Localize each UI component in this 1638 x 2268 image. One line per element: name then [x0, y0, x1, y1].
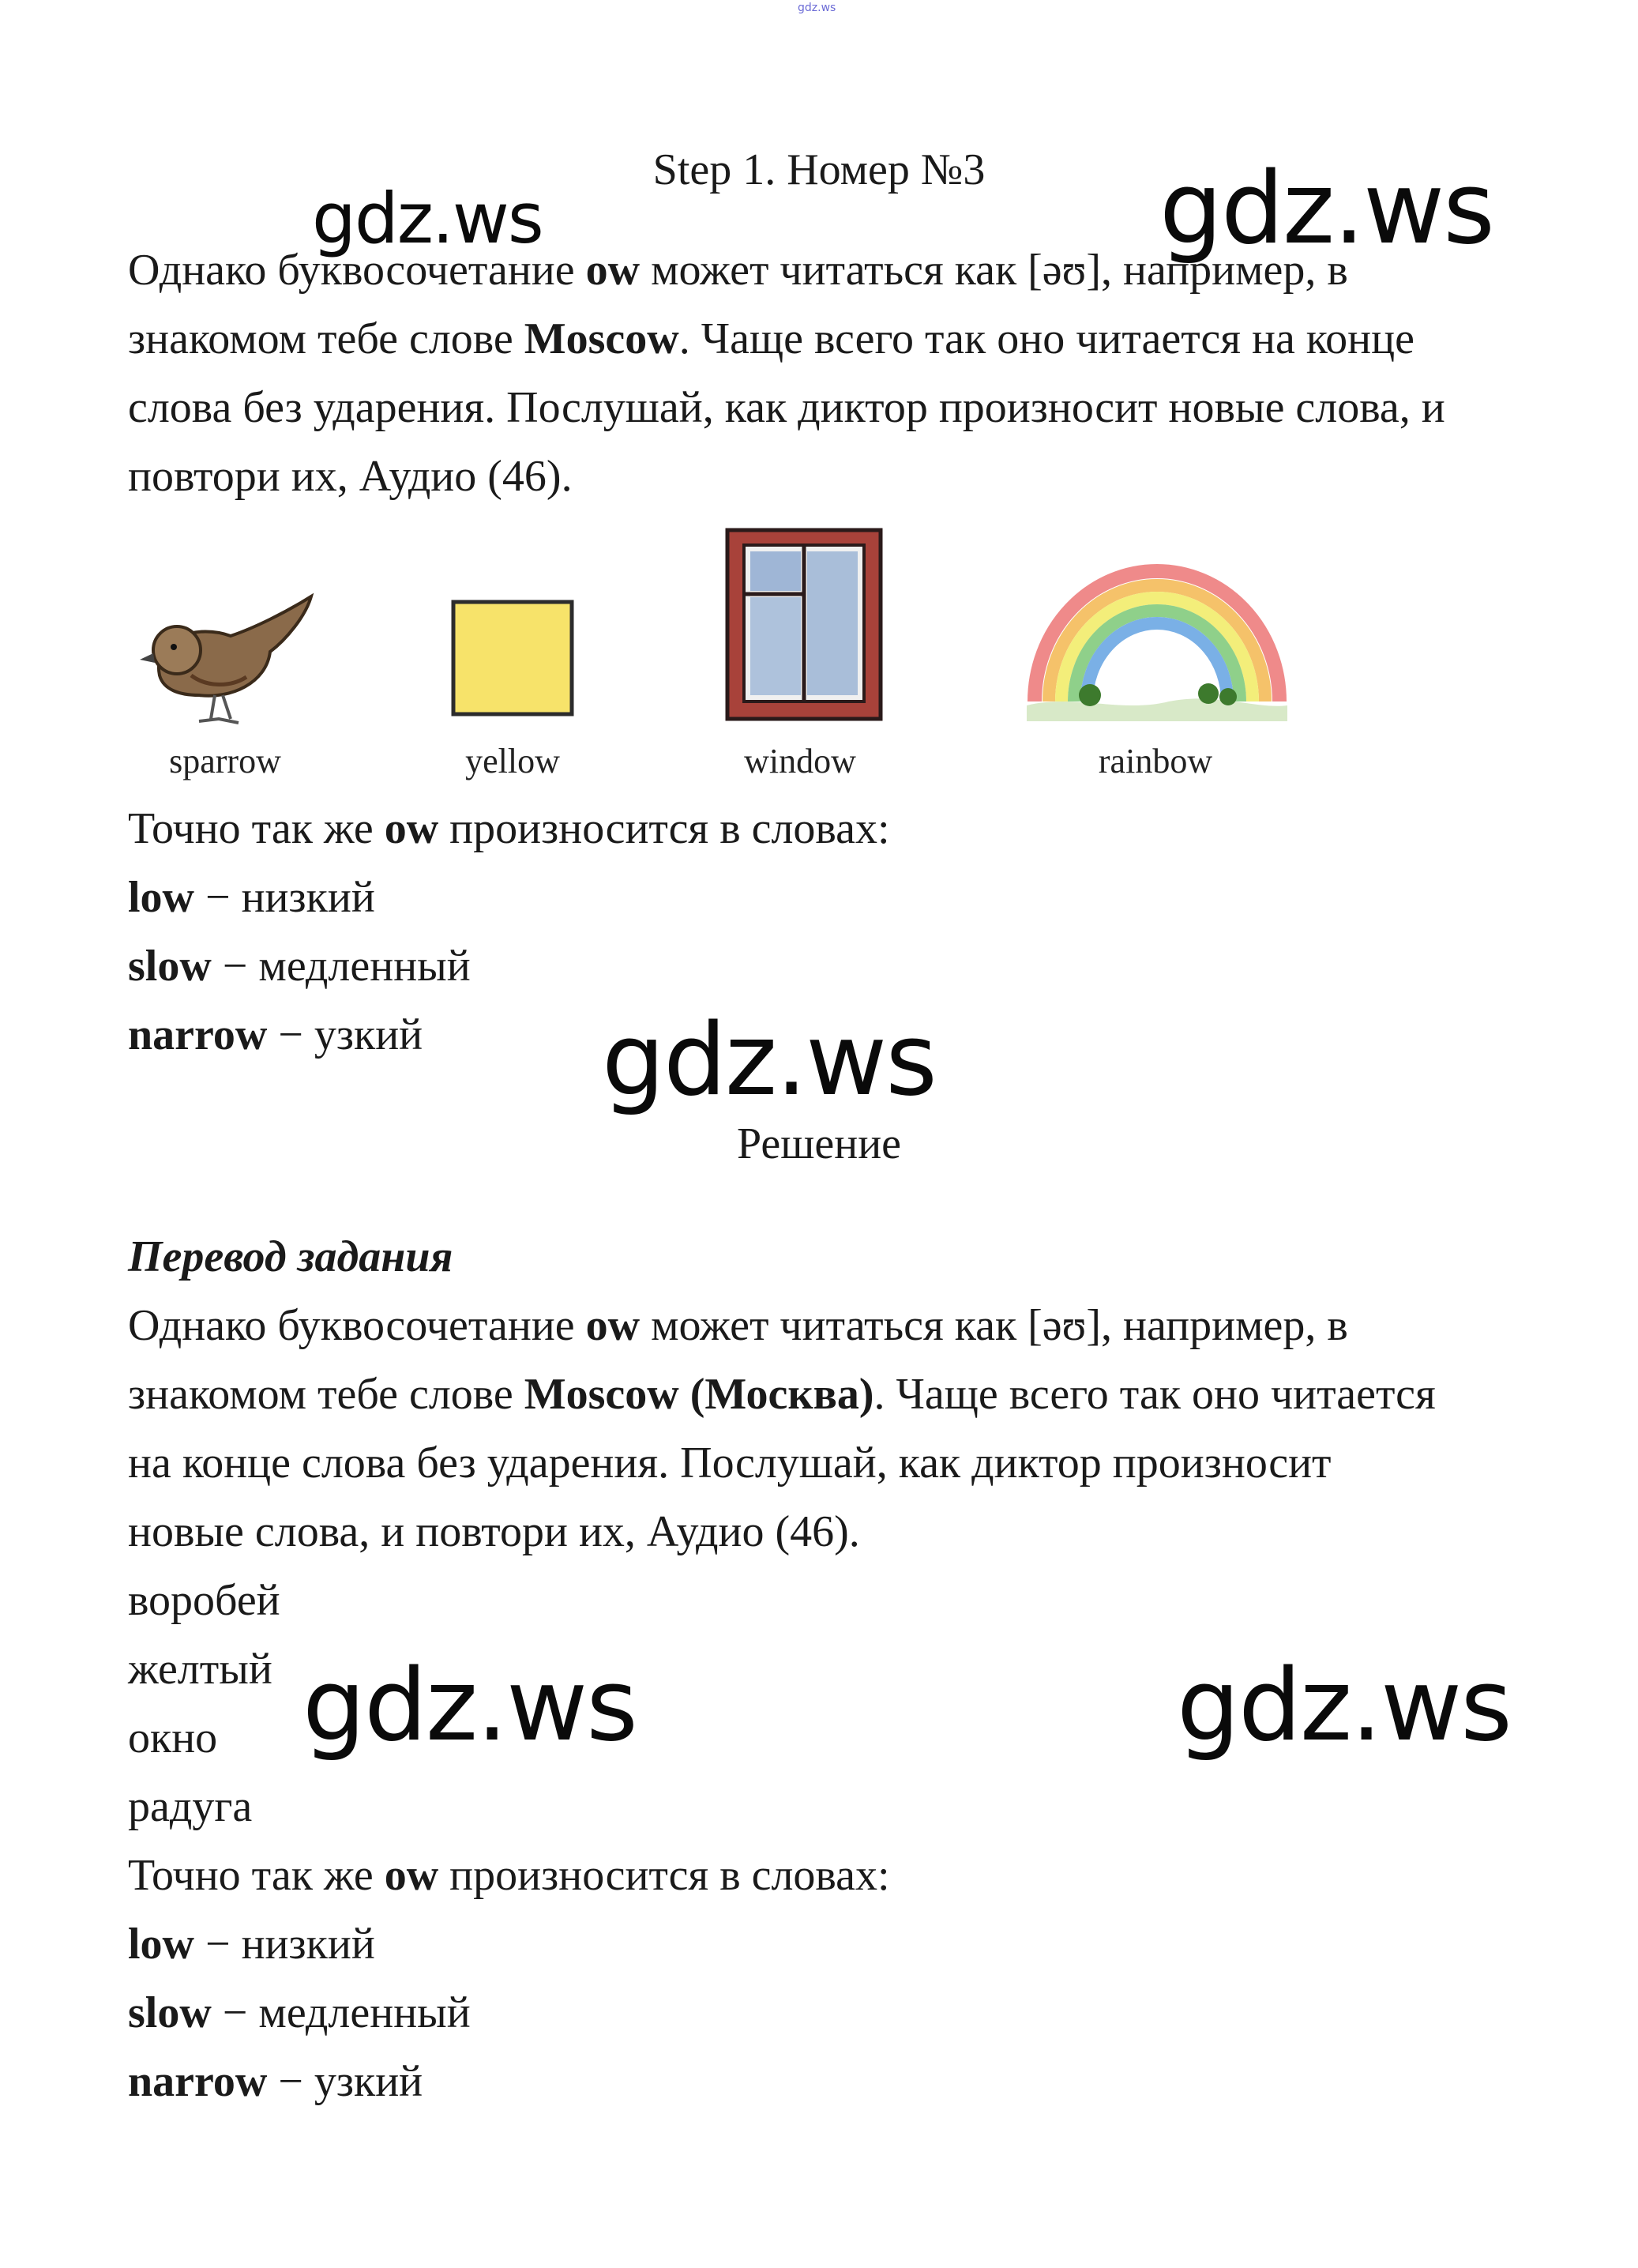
watermark: gdz.ws	[602, 1002, 936, 1118]
watermark: gdz.ws	[312, 178, 543, 259]
translation-line-4: новые слова, и повтори их, Аудио (46).	[128, 1507, 860, 1556]
task-line-2: знакомом тебе слове Moscow. Чаще всего так оно читается на конце	[128, 314, 1414, 363]
translation-line-2: знакомом тебе слове Moscow (Москва). Чаще всего так оно читается	[128, 1370, 1436, 1419]
word-slow: slow − медленный	[128, 942, 471, 991]
watermark: gdz.ws	[1159, 150, 1493, 266]
picture-label-yellow: yellow	[465, 742, 560, 780]
watermark: gdz.ws	[302, 1647, 637, 1763]
top-watermark: gdz.ws	[798, 2, 836, 14]
picture-label-sparrow: sparrow	[169, 742, 281, 780]
task-line-1: Однако буквосочетание ow может читаться как [əʊ], например, в	[128, 246, 1348, 295]
word-narrow-2: narrow − узкий	[128, 2057, 423, 2106]
rainbow-icon	[1027, 543, 1287, 721]
window-icon	[725, 528, 883, 721]
translated-word-sparrow: воробей	[128, 1576, 280, 1625]
task-paragraph	[128, 236, 1445, 511]
translated-word-rainbow: радуга	[128, 1782, 253, 1831]
picture-label-rainbow: rainbow	[1098, 742, 1213, 780]
task-line-4: повтори их, Аудио (46).	[128, 452, 573, 501]
sparrow-icon	[136, 581, 325, 731]
translation-heading: Перевод задания	[128, 1232, 453, 1281]
yellow-square-icon	[450, 599, 577, 717]
word-narrow: narrow − узкий	[128, 1010, 423, 1059]
translated-word-yellow: желтый	[128, 1645, 272, 1694]
word-low-2: low − низкий	[128, 1920, 375, 1969]
word-low: low − низкий	[128, 873, 375, 922]
watermark: gdz.ws	[1177, 1647, 1511, 1763]
page-title: Step 1. Номер №3	[652, 145, 986, 194]
picture-label-window: window	[744, 742, 856, 780]
translated-word-window: окно	[128, 1713, 218, 1762]
solution-label: Решение	[736, 1119, 902, 1168]
task-line-3: слова без ударения. Послушай, как диктор произносит новые слова, и	[128, 383, 1445, 432]
translation-line-3: на конце слова без ударения. Послушай, как диктор произносит	[128, 1439, 1332, 1488]
translation-line-1: Однако буквосочетание ow может читаться как [əʊ], например, в	[128, 1301, 1348, 1350]
word-slow-2: slow − медленный	[128, 1988, 471, 2037]
same-sound-line-2: Точно так же ow произносится в словах:	[128, 1851, 890, 1900]
same-sound-line: Точно так же ow произносится в словах:	[128, 804, 890, 853]
